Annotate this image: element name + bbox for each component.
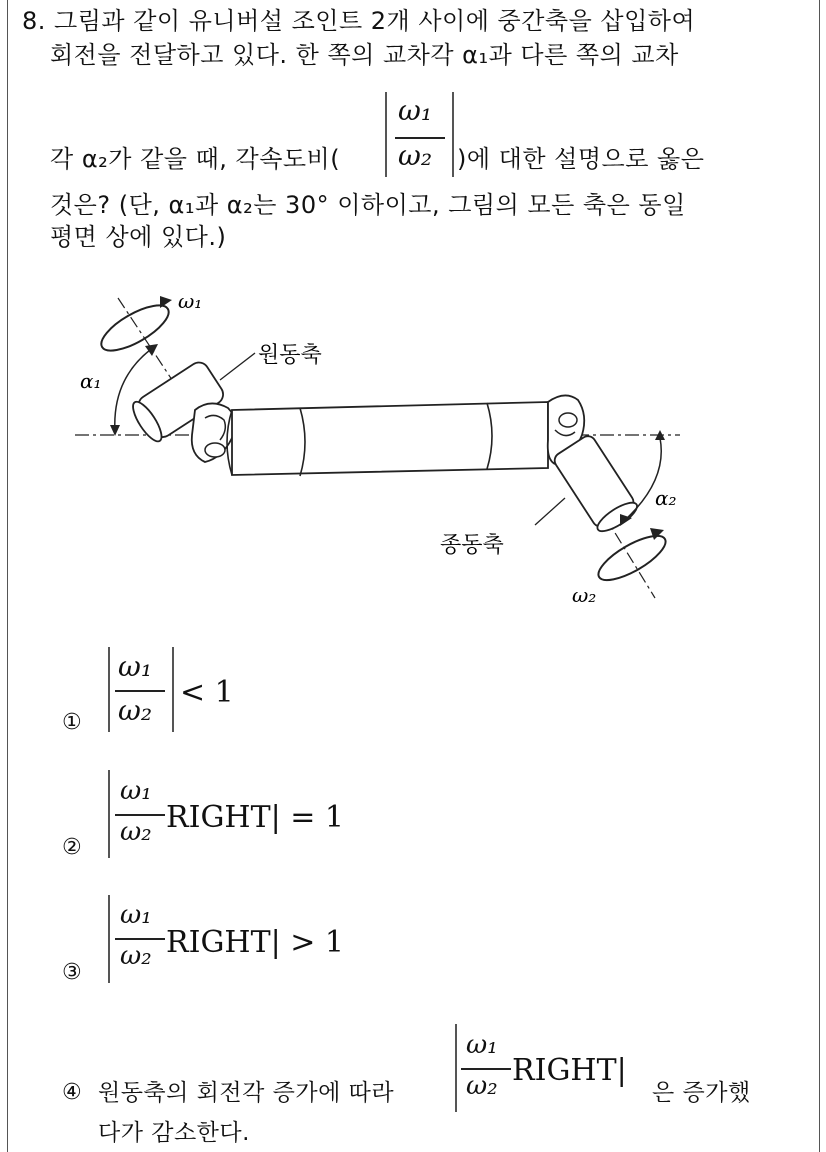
question-line-3-post: )에 대한 설명으로 옳은 xyxy=(457,145,705,173)
option-3-marker: ③ xyxy=(62,960,82,985)
option-2-abs-left xyxy=(108,770,110,858)
option-3-denominator: ω₂ xyxy=(120,941,152,971)
universal-joint-figure xyxy=(0,270,826,630)
option-4-suffix: RIGHT| xyxy=(512,1053,627,1088)
question-number: 8. xyxy=(22,7,46,35)
question-line-2: 회전을 전달하고 있다. 한 쪽의 교차각 α₁과 다른 쪽의 교차 xyxy=(50,41,679,69)
driver-leader-line xyxy=(220,353,255,380)
question-text-1: 그림과 같이 유니버설 조인트 2개 사이에 중간축을 삽입하여 xyxy=(54,7,696,35)
option-4-numerator: ω₁ xyxy=(466,1030,498,1060)
question-line-5: 평면 상에 있다.) xyxy=(50,223,227,251)
omega1-rotation-arrow xyxy=(95,296,175,359)
question-line-1 xyxy=(22,6,695,36)
ratio-denominator: ω₂ xyxy=(398,139,433,172)
omega1-label: ω₁ xyxy=(178,289,203,313)
driven-shaft-label: 종동축 xyxy=(440,533,504,558)
option-3-numerator: ω₁ xyxy=(120,900,152,930)
option-1-abs-right xyxy=(172,647,174,732)
option-4-text-pre: 원동축의 회전각 증가에 따라 xyxy=(98,1080,395,1106)
option-4-text-post: 은 증가했 xyxy=(652,1080,751,1106)
omega2-label: ω₂ xyxy=(572,583,597,607)
option-1-suffix: < 1 xyxy=(180,675,234,710)
option-4-denominator: ω₂ xyxy=(466,1071,498,1101)
option-1-denominator: ω₂ xyxy=(118,694,153,727)
option-1-numerator: ω₁ xyxy=(118,650,153,683)
driver-shaft-label: 원동축 xyxy=(258,343,322,368)
option-1-fraction-line xyxy=(115,690,165,692)
option-4-fraction-line xyxy=(461,1068,511,1070)
alpha1-label: α₁ xyxy=(80,369,102,393)
question-line-3-pre: 각 α₂가 같을 때, 각속도비( xyxy=(50,145,341,173)
abs-bar-right xyxy=(452,92,454,177)
option-2-denominator: ω₂ xyxy=(120,817,152,847)
ratio-numerator: ω₁ xyxy=(398,94,433,127)
option-2-marker: ② xyxy=(62,835,82,860)
option-4-marker: ④ xyxy=(62,1080,82,1105)
option-1-abs-left xyxy=(108,647,110,732)
abs-bar-left xyxy=(385,92,387,177)
option-2-numerator: ω₁ xyxy=(120,776,152,806)
option-1-marker: ① xyxy=(62,710,82,735)
option-4-text-line2: 다가 감소한다. xyxy=(98,1120,250,1146)
question-line-4: 것은? (단, α₁과 α₂는 30° 이하이고, 그림의 모든 축은 동일 xyxy=(50,191,686,219)
option-2-suffix: RIGHT| = 1 xyxy=(166,800,344,835)
driven-leader-line xyxy=(535,498,565,525)
left-yoke xyxy=(192,403,235,462)
omega2-rotation-arrow xyxy=(593,528,672,589)
intermediate-shaft xyxy=(227,402,548,476)
option-3-fraction-line xyxy=(115,938,165,940)
option-4-abs-left xyxy=(455,1024,457,1112)
option-3-suffix: RIGHT| > 1 xyxy=(166,925,344,960)
alpha2-label: α₂ xyxy=(655,486,677,510)
option-2-fraction-line xyxy=(115,814,165,816)
option-3-abs-left xyxy=(108,895,110,983)
